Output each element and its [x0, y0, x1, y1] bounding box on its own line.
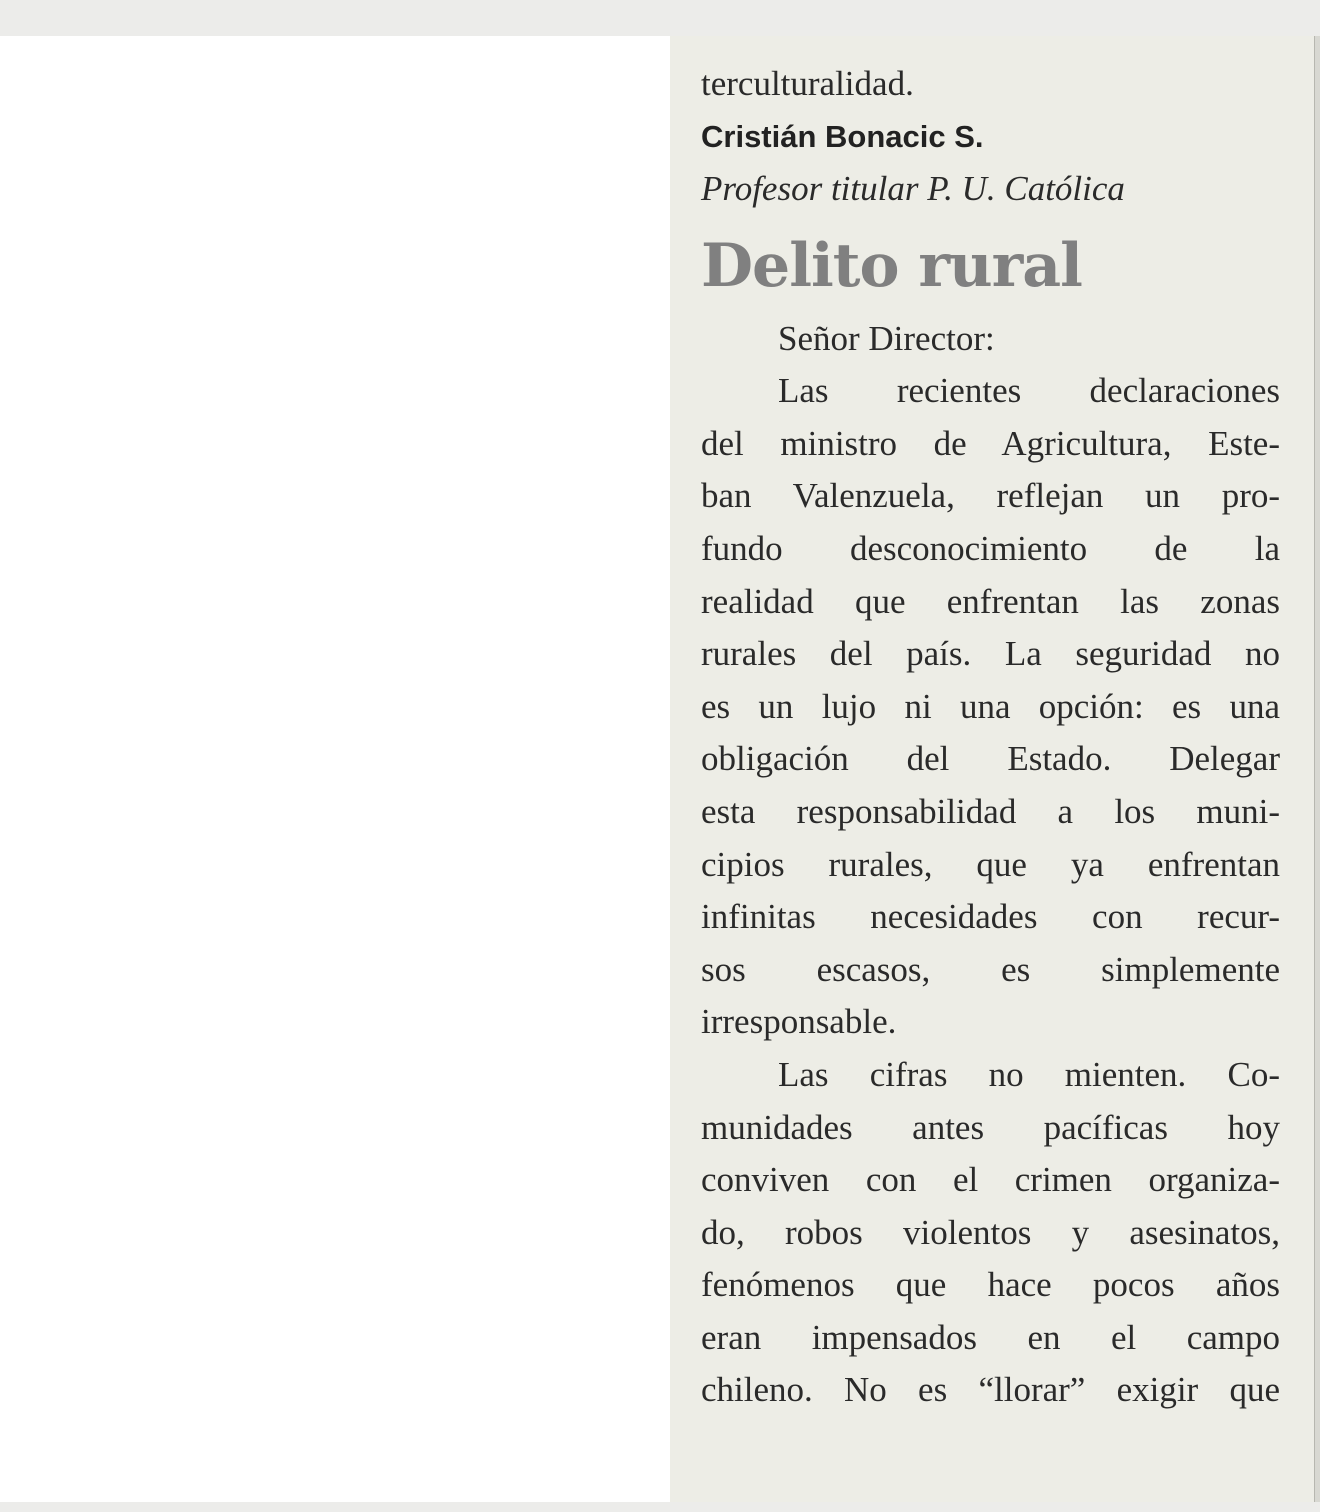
previous-letter-author: Cristián Bonacic S.: [701, 118, 984, 154]
text-line: es un lujo ni una opción: es una: [701, 686, 1280, 726]
text-line: do, robos violentos y asesinatos,: [701, 1212, 1280, 1252]
text-line: infinitas necesidades con recur-: [701, 897, 1280, 937]
text-line: obligación del Estado. Delegar: [701, 739, 1280, 779]
top-margin: [0, 0, 1320, 36]
letter-headline: Delito rural: [701, 230, 1082, 301]
salutation-paragraph: [701, 313, 1280, 366]
text-line: ban Valenzuela, reflejan un pro-: [701, 476, 1280, 516]
text-line: conviven con el crimen organiza-: [701, 1160, 1280, 1200]
text-line: del ministro de Agricultura, Este-: [701, 423, 1280, 463]
column-edge-rule: [1314, 36, 1320, 1502]
text-line: Las cifras no mienten. Co-: [778, 1054, 1280, 1094]
previous-letter-affiliation: Profesor titular P. U. Católica: [701, 168, 1125, 208]
bottom-margin: [0, 1502, 1320, 1512]
blank-page-area: [0, 36, 670, 1502]
text-line: eran impensados en el campo: [701, 1317, 1280, 1357]
previous-letter-tail: terculturalidad.: [701, 64, 914, 103]
text-line: esta responsabilidad a los muni-: [701, 791, 1280, 831]
text-line: cipios rurales, que ya enfrentan: [701, 844, 1280, 884]
text-line: Las recientes declaraciones: [778, 371, 1280, 411]
letter-paragraph-2: [701, 1049, 1280, 1417]
text-line: realidad que enfrentan las zonas: [701, 581, 1280, 621]
text-line: sos escasos, es simplemente: [701, 949, 1280, 989]
salutation: Señor Director:: [778, 318, 995, 358]
letters-column: [670, 36, 1314, 1502]
letter-paragraph-1: [701, 365, 1280, 1049]
text-line: irresponsable.: [701, 1002, 897, 1042]
text-line: munidades antes pacíficas hoy: [701, 1107, 1280, 1147]
text-line: rurales del país. La seguridad no: [701, 634, 1280, 674]
text-line: chileno. No es “llorar” exigir que: [701, 1370, 1280, 1410]
text-line: fenómenos que hace pocos años: [701, 1265, 1280, 1305]
text-line: fundo desconocimiento de la: [701, 528, 1280, 568]
